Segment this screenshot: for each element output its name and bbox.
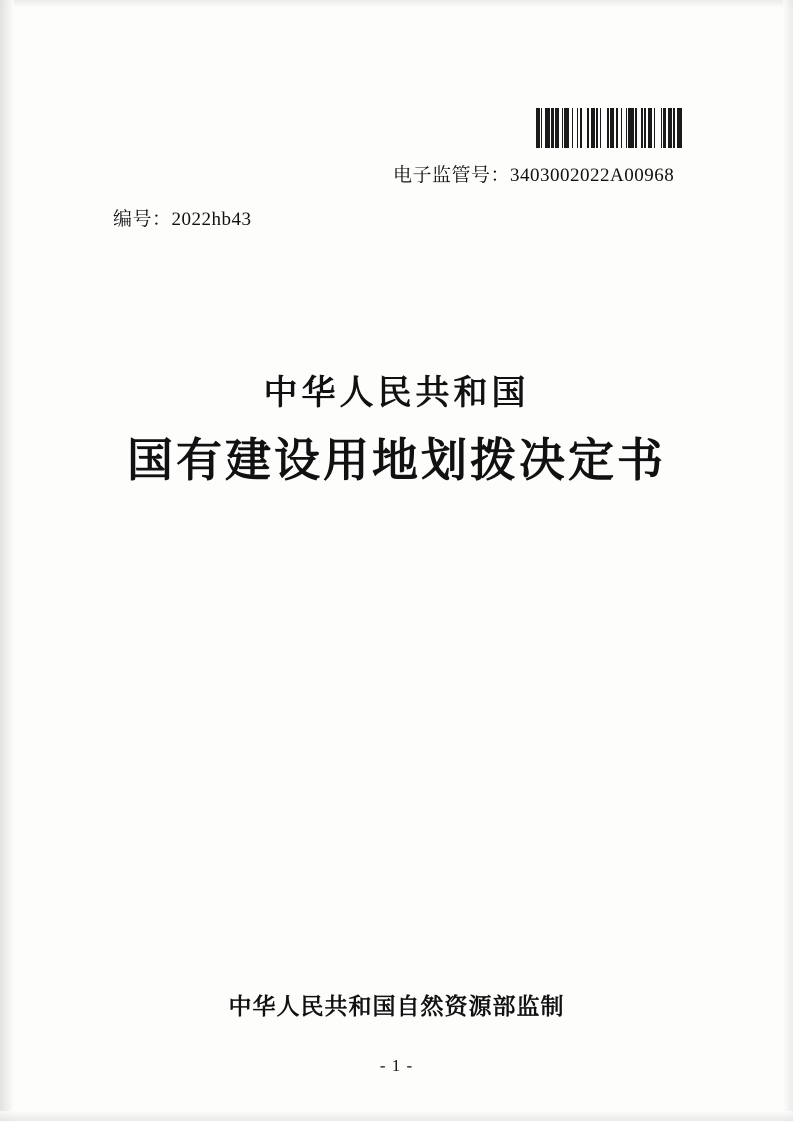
issuing-authority: 中华人民共和国自然资源部监制: [228, 994, 565, 1019]
scan-edge-top: [0, 0, 793, 8]
scan-edge-left: [0, 0, 14, 1121]
page-title: 国有建设用地划拨决定书: [127, 435, 666, 486]
barcode-image: [536, 108, 684, 148]
scan-edge-bottom: [0, 1111, 793, 1121]
scan-edge-right: [783, 0, 793, 1121]
page-number: - 1 -: [379, 1056, 414, 1075]
barcode-bar: [682, 108, 683, 148]
title-country: 中华人民共和国: [263, 375, 530, 412]
electronic-supervision-number: 电子监管号：3403002022A00968: [393, 165, 675, 186]
document-number: 编号：2022hb43: [113, 209, 252, 230]
